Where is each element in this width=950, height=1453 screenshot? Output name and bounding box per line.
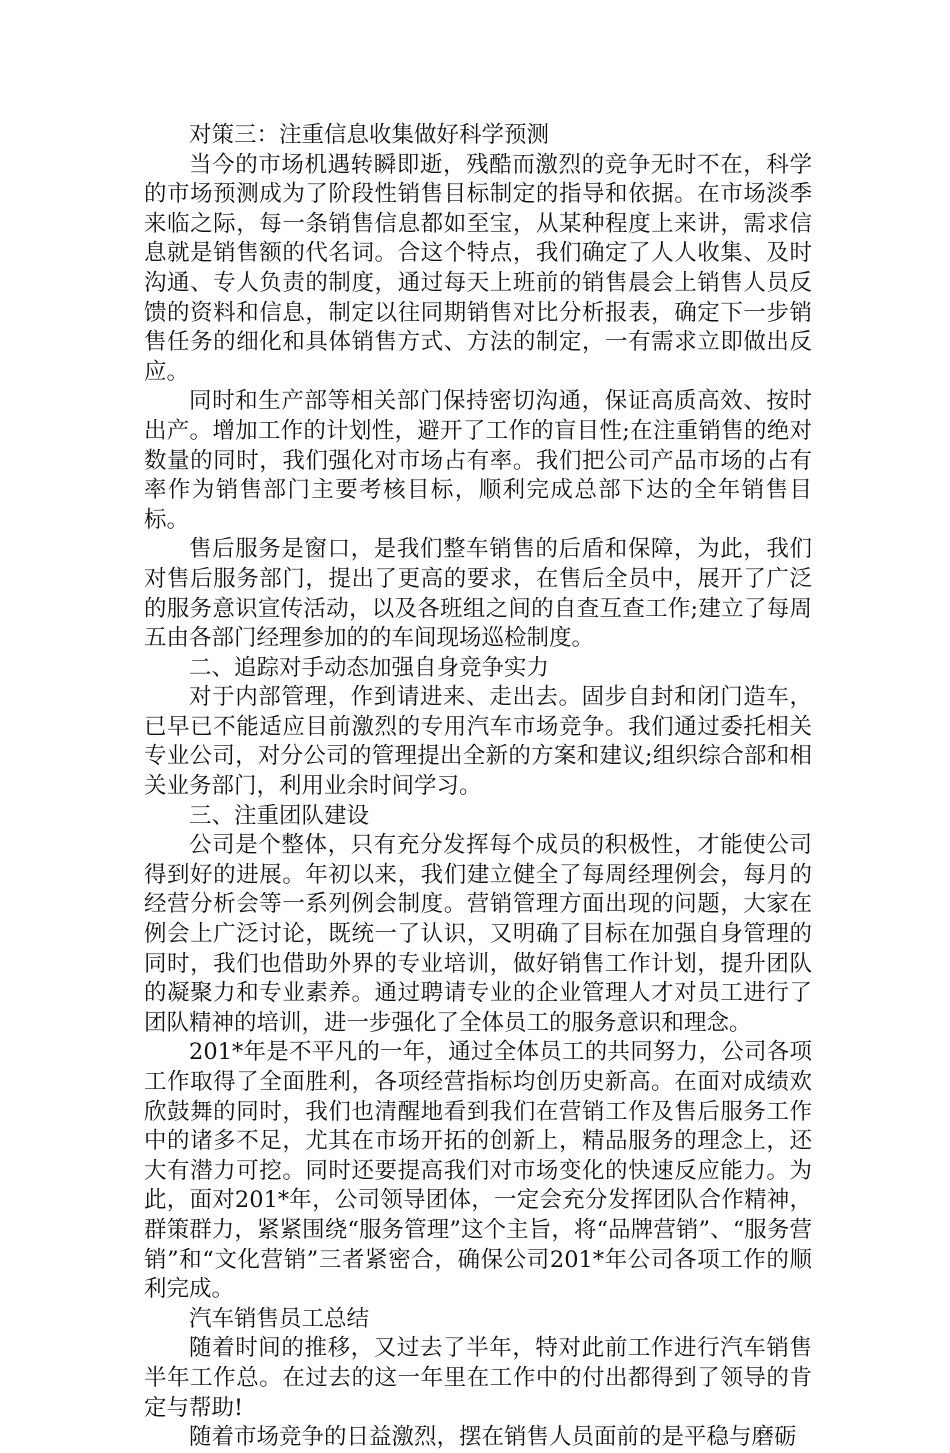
paragraph-internal-management: 对于内部管理，作到请进来、走出去。固步自封和闭门造车，已早已不能适应目前激烈的专用汽车市场竞争。我们通过委托相关专业公司，对分公司的管理提出全新的方案和建议;组织综合部和相关业务部门，利用业余时间学习。 [144,684,812,800]
paragraph-production-communication: 同时和生产部等相关部门保持密切沟通，保证高质高效、按时出产。增加工作的计划性，避开了工作的盲目性;在注重销售的绝对数量的同时，我们强化对市场占有率。我们把公司产品市场的占有率作为销售部门主要考核目标，顺利完成总部下达的全年销售目标。 [144,388,812,533]
paragraph-half-year: 随着时间的推移，又过去了半年，特对此前工作进行汽车销售半年工作总。在过去的这一年里在工作中的付出都得到了领导的肯定与帮助! [144,1335,812,1421]
heading-strategy-three: 对策三：注重信息收集做好科学预测 [189,122,550,148]
paragraph-market-forecast: 当今的市场机遇转瞬即逝，残酷而激烈的竞争无时不在，科学的市场预测成为了阶段性销售目标制定的指导和依据。在市场淡季来临之际，每一条销售信息都如至宝，从某种程度上来讲，需求信息就是销售额的代名词。合这个特点，我们确定了人人收集、及时沟通、专人负责的制度，通过每天上班前的销售晨会上销售人员反馈的资料和信息，制定以往同期销售对比分析报表，确定下一步销售任务的细化和具体销售方式、方法的制定，一有需求立即做出反应。 [144,151,812,385]
paragraph-market-competition: 随着市场竞争的日益激烈，摆在销售人员面前的是平稳与磨砺 [189,1424,797,1451]
document-body [144,121,812,1453]
paragraph-after-sales-service: 售后服务是窗口，是我们整车销售的后盾和保障，为此，我们对售后服务部门，提出了更高的要求，在售后全员中，展开了广泛的服务意识宣传活动，以及各班组之间的自查互查工作;建立了每周五由各部门经理参加的的车间现场巡检制度。 [144,536,812,652]
paragraph-team-building: 公司是个整体，只有充分发挥每个成员的积极性，才能使公司得到好的进展。年初以来，我们建立健全了每周经理例会，每月的经营分析会等一系列例会制度。营销管理方面出现的问题，大家在例会上广泛讨论，既统一了认识，又明确了目标在加强自身管理的同时，我们也借助外界的专业培训，做好销售工作计划，提升团队的凝聚力和专业素养。通过聘请专业的企业管理人才对员工进行了团队精神的培训，进一步强化了全体员工的服务意识和理念。 [144,832,812,1036]
heading-track-competitors: 二、追踪对手动态加强自身竞争实力 [189,654,550,681]
heading-employee-summary: 汽车销售员工总结 [189,1305,370,1332]
heading-team-building: 三、注重团队建设 [189,802,370,829]
paragraph-year-summary: 201*年是不平凡的一年，通过全体员工的共同努力，公司各项工作取得了全面胜利，各项经营指标均创历史新高。在面对成绩欢欣鼓舞的同时，我们也清醒地看到我们在营销工作及售后服务工作中的诸多不足，尤其在市场开拓的创新上，精品服务的理念上，还大有潜力可挖。同时还要提高我们对市场变化的快速反应能力。为此，面对201*年，公司领导团体，一定会充分发挥团队合作精神，群策群力，紧紧围绕“服务管理”这个主旨，将“品牌营销”、“服务营销”和“文化营销”三者紧密合，确保公司201*年公司各项工作的顺利完成。 [144,1039,812,1303]
